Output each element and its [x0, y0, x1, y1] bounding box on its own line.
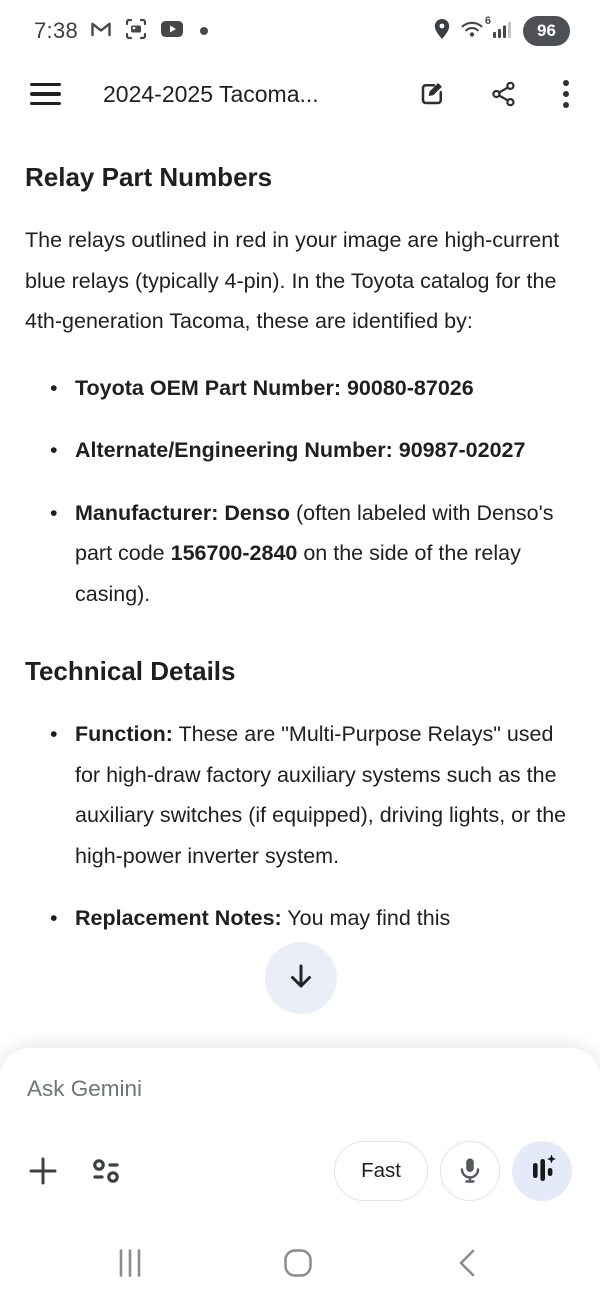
app-header	[0, 62, 600, 126]
chat-response	[0, 126, 600, 961]
part-number-list	[25, 368, 575, 615]
mic-button[interactable]	[440, 1141, 500, 1201]
list-item: • Replacement Notes: You may find this	[25, 898, 575, 939]
list-item: • Manufacturer: Denso (often labeled with Denso's part code 156700-2840 on the side of the relay casing).	[25, 493, 575, 615]
gemini-live-button[interactable]	[512, 1141, 572, 1201]
scroll-to-bottom-button[interactable]	[265, 942, 337, 1014]
composer-sheet	[0, 1048, 600, 1300]
clock: 7:38	[34, 18, 79, 43]
wifi-6-label: 6	[484, 15, 491, 27]
gemini-live-icon	[524, 1152, 560, 1191]
share-icon[interactable]	[490, 80, 518, 108]
back-icon[interactable]	[450, 1242, 484, 1284]
menu-icon[interactable]	[30, 83, 61, 105]
technical-details-list	[25, 714, 575, 939]
home-icon[interactable]	[277, 1242, 319, 1284]
mic-icon	[455, 1155, 485, 1188]
wifi-icon	[460, 15, 491, 43]
intro-paragraph: The relays outlined in red in your image are high-current blue relays (typically 4-pin). In the Toyota catalog for the 4th-generation Tacoma, these are identified by:	[25, 228, 560, 333]
list-item: • Alternate/Engineering Number: 90987-02027	[25, 430, 575, 471]
ask-gemini-input[interactable]: Ask Gemini	[27, 1076, 143, 1101]
location-icon	[433, 18, 451, 45]
list-item: • Function: These are "Multi-Purpose Relays" used for high-draw factory auxiliary systems such as the auxiliary switches (if equipped), driving lights, or the high-power inverter system.	[25, 714, 575, 876]
tune-icon[interactable]	[88, 1153, 124, 1189]
plus-icon[interactable]	[26, 1154, 60, 1188]
list-item: • Toyota OEM Part Number: 90080-87026	[25, 368, 575, 409]
recents-icon[interactable]	[110, 1243, 150, 1283]
scroll-down-arrow-icon	[284, 960, 318, 997]
section-heading-technical-details: Technical Details	[25, 656, 236, 686]
overflow-menu-icon[interactable]	[561, 79, 571, 109]
conversation-title: 2024-2025 Tacoma...	[103, 80, 319, 107]
model-mode-button[interactable]: Fast	[334, 1141, 428, 1201]
battery-pill: 96	[523, 16, 570, 46]
section-heading-relay-part-numbers: Relay Part Numbers	[25, 162, 273, 192]
signal-icon	[493, 19, 514, 44]
notification-dot	[200, 27, 208, 35]
gmail-icon	[89, 17, 113, 46]
system-navbar	[0, 1226, 600, 1300]
new-chat-icon[interactable]	[417, 79, 447, 109]
youtube-icon	[159, 18, 185, 45]
status-bar	[0, 0, 600, 62]
screen-capture-icon	[124, 17, 148, 46]
